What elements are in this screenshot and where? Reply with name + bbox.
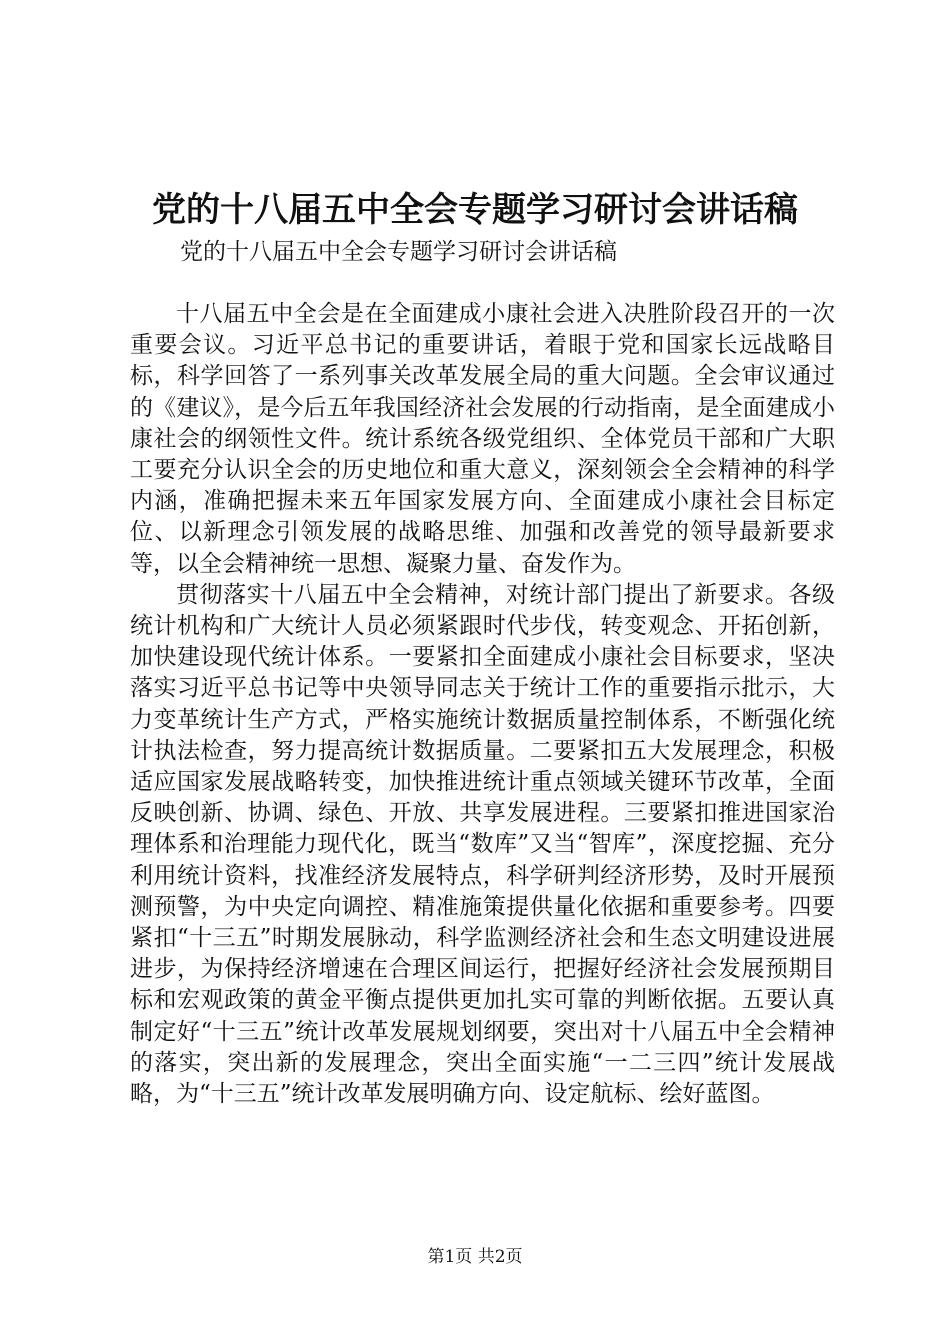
- body-paragraph: 十八届五中全会是在全面建成小康社会进入决胜阶段召开的一次重要会议。习近平总书记的重要讲话，着眼于党和国家长远战略目标，科学回答了一系列事关改革发展全局的重大问题。全会审议通过的《建议》，是今后五年我国经济社会发展的行动指南，是全面建成小康社会的纲领性文件。统计系统各级党组织、全体党员干部和广大职工要充分认识全会的历史地位和重大意义，深刻领会全会精神的科学内涵，准确把握未来五年国家发展方向、全面建成小康社会目标定位、以新理念引领发展的战略思维、加强和改善党的领导最新要求等，以全会精神统一思想、凝聚力量、奋发作为。: [130, 301, 835, 577]
- page-number-footer: 第1页 共2页: [427, 1247, 523, 1267]
- document-body: [130, 299, 835, 1110]
- document-subtitle: 党的十八届五中全会专题学习研讨会讲话稿: [180, 239, 617, 265]
- document-title: 党的十八届五中全会专题学习研讨会讲话稿: [152, 190, 798, 230]
- body-paragraph: 贯彻落实十八届五中全会精神，对统计部门提出了新要求。各级统计机构和广大统计人员必须紧跟时代步伐，转变观念、开拓创新，加快建设现代统计体系。一要紧扣全面建成小康社会目标要求，坚决落实习近平总书记等中央领导同志关于统计工作的重要指示批示，大力变革统计生产方式，严格实施统计数据质量控制体系，不断强化统计执法检查，努力提高统计数据质量。二要紧扣五大发展理念，积极适应国家发展战略转变，加快推进统计重点领域关键环节改革，全面反映创新、协调、绿色、开放、共享发展进程。三要紧扣推进国家治理体系和治理能力现代化，既当“数库”又当“智库”，深度挖掘、充分利用统计资料，找准经济发展特点，科学研判经济形势，及时开展预测预警，为中央定向调控、精准施策提供量化依据和重要参考。四要紧扣“十三五”时期发展脉动，科学监测经济社会和生态文明建设进展进步，为保持经济增速在合理区间运行，把握好经济社会发展预期目标和宏观政策的黄金平衡点提供更加扎实可靠的判断依据。五要认真制定好“十三五”统计改革发展规划纲要，突出对十八届五中全会精神的落实，突出新的发展理念，突出全面实施“一二三四”统计发展战略，为“十三五”统计改革发展明确方向、设定航标、绘好蓝图。: [130, 581, 835, 1108]
